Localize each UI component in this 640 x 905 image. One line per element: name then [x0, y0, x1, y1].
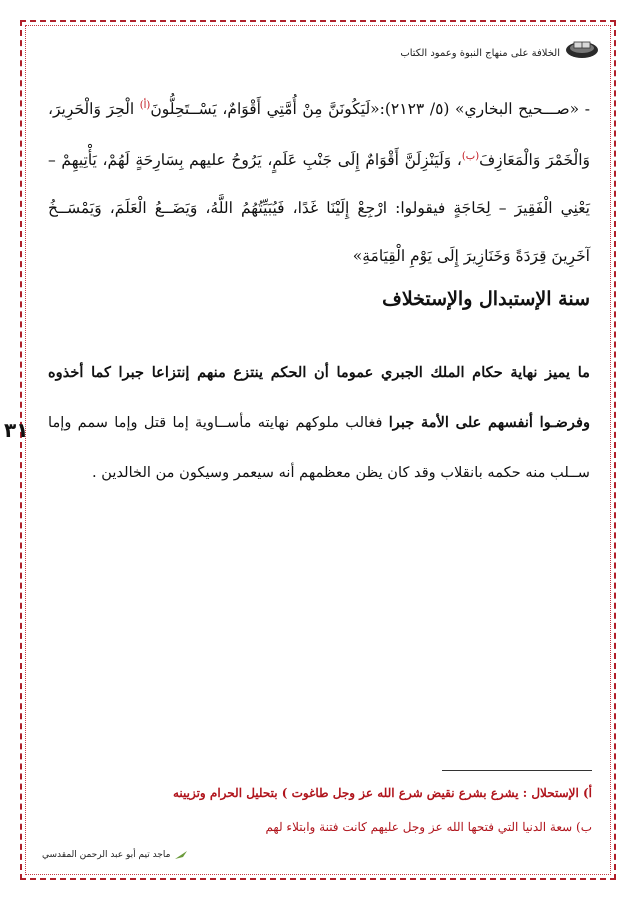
author-signature — [42, 850, 188, 860]
hadith-bullet: - — [584, 100, 590, 119]
footnote-divider — [442, 770, 592, 771]
hadith-quote — [48, 82, 590, 280]
footnote-a: أ) الإستحلال : يشرع بشرع نقيض شرع الله عز وجل طاغوت ) بتحليل الحرام وتزيينه — [172, 786, 592, 800]
page-number: ٣١ — [4, 418, 29, 442]
hadith-text-part1: «صـــحيح البخاري» (٥/ ٢١٢٣):«لَيَكُونَنَّ مِنْ أُمَّتِي أَقْوَامٌ، يَسْــتَحِلُّونَ — [150, 100, 580, 119]
page-header: الخلافة على منهاج النبوة وعمود الكتاب — [400, 48, 560, 59]
footnote-ref-b[interactable]: (ب) — [461, 151, 480, 163]
body-paragraph — [48, 348, 590, 498]
hadith-text-part2: الْحِرَ وَالْحَرِيرَ، وَالْخَمْرَ وَالْمَعَازِفَ — [48, 100, 590, 170]
footnote-b: ب) سعة الدنيا التي فتحها الله عز وجل عليهم كانت فتنة وابتلاء لهم — [265, 820, 592, 834]
paragraph-rest: فغالب ملوكهم نهايته مأســاوية إما قتل وإما سمم وإما ســلب منه حكمه بانقلاب وقد كان يظن معظمهم أنه سيعمر وسيكون من الخالدين . — [48, 414, 590, 481]
hadith-text-part3: ، وَلَيَنْزِلَنَّ أَقْوَامٌ إِلَى جَنْبِ عَلَمٍ، يَرُوحُ عليهم بِسَارِحَةٍ لَهُمْ، يَأْتِيهِمْ – يَعْنِي الْفَقِيرَ – لِحَاجَةٍ فيقولوا: ارْجِعْ إِلَيْنَا غَدًا، فَيُبَيِّتُهُمُ اللَّهُ، وَيَضَــعُ الْعَلَمَ، وَيَمْسَــخُ آخَرِينَ قِرَدَةً وَخَنَازِيرَ إِلَى يَوْمِ الْقِيَامَةِ» — [48, 151, 590, 266]
book-logo-icon — [564, 36, 600, 60]
section-title: سنة الإستبدال والإستخلاف — [382, 288, 590, 310]
author-name: ماجد تيم أبو عبد الرحمن المقدسي — [42, 850, 171, 860]
footnote-ref-a[interactable]: (أ) — [139, 100, 151, 111]
paragraph-bold-part: ما يميز نهاية حكام الملك الجبري عموما أن الحكم ينتزع منهم إنتزاعا جبرا كما أخذوه وفرضـوا أنفسهم على الأمة جبرا — [48, 364, 591, 431]
quill-icon — [174, 850, 188, 860]
